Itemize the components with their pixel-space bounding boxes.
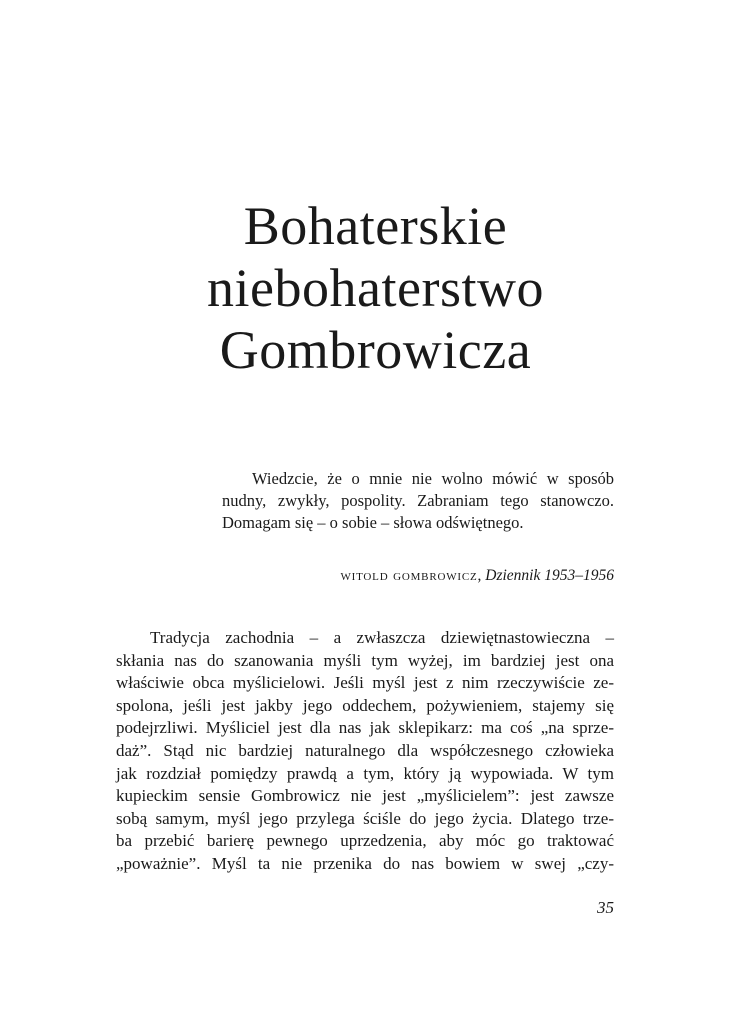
chapter-title: [0, 195, 751, 381]
body-line: kupieckim sensie Gombrowicz nie jest „myślicielem”: jest zawsze: [116, 786, 614, 806]
epigraph-line: Wiedzcie, że o mnie nie wolno mówić w sposób: [252, 469, 614, 488]
epigraph-author: witold gombrowicz: [340, 567, 478, 584]
epigraph-work-title: Dziennik 1953–1956: [485, 567, 614, 584]
epigraph-attribution: [340, 565, 614, 587]
body-line: daż”. Stąd nic bardziej naturalnego dla współczesnego człowieka: [116, 740, 614, 760]
chapter-title-line: Bohaterskie: [243, 196, 508, 256]
body-line: „poważnie”. Myśl ta nie przenika do nas bowiem w swej „czy-: [116, 853, 614, 873]
body-line: skłania nas do szanowania myśli tym wyżej, im bardziej jest ona: [116, 650, 614, 670]
chapter-title-line: Gombrowicza: [219, 320, 532, 380]
chapter-title-line: niebohaterstwo: [207, 258, 544, 318]
page-number: 35: [597, 898, 614, 917]
body-line: ba przebić barierę pewnego uprzedzenia, aby móc go traktować: [116, 831, 614, 851]
body-line: spolona, jeśli jest jakby jego oddechem, pożywieniem, stajemy się: [116, 695, 614, 715]
body-line: podejrzliwi. Myśliciel jest dla nas jak sklepikarz: ma coś „na sprze-: [116, 718, 614, 738]
body-line: właściwie obca myślicielowi. Jeśli myśl jest z nim rzeczywiście ze-: [116, 673, 614, 693]
attribution-separator: ,: [477, 567, 486, 584]
body-paragraph: [116, 627, 614, 876]
body-line: sobą samym, myśl jego przylega ściśle do jego życia. Dlatego trze-: [116, 808, 614, 828]
epigraph-line: Domagam się – o sobie – słowa odświętnego.: [222, 513, 524, 532]
epigraph-line: nudny, zwykły, pospolity. Zabraniam tego stanowczo.: [222, 491, 614, 510]
body-line: Tradycja zachodnia – a zwłaszcza dziewiętnastowieczna –: [150, 628, 614, 647]
epigraph-quote: [222, 468, 614, 534]
body-line: jak rozdział pomiędzy prawdą a tym, który ją wypowiada. W tym: [116, 763, 614, 783]
